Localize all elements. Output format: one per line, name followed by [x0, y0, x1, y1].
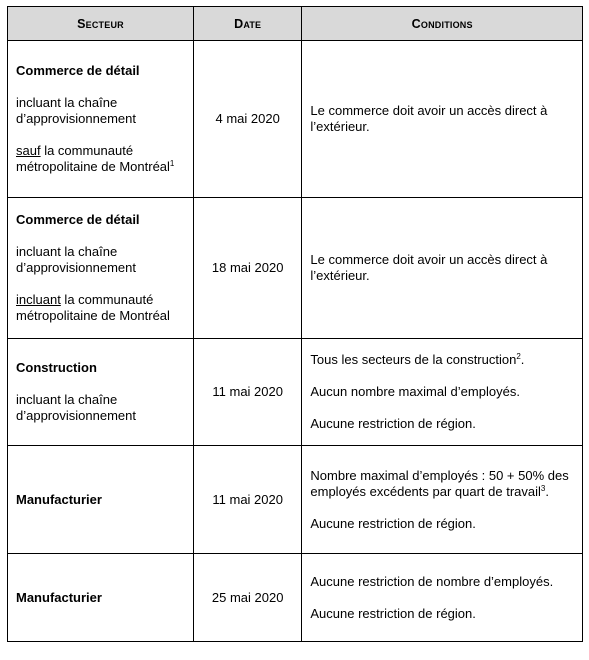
sector-note: incluant la chaîne d’approvisionnement — [16, 244, 136, 275]
table-row — [8, 446, 583, 554]
sector-cell — [8, 41, 194, 198]
table-row — [8, 339, 583, 446]
sector-note: incluant la chaîne d’approvisionnement — [16, 95, 136, 126]
sector-cell — [8, 339, 194, 446]
header-conditions: Conditions — [302, 7, 583, 41]
date-cell: 4 mai 2020 — [193, 41, 301, 198]
sector-conditions-table — [7, 6, 583, 642]
sector-note: incluant la communauté métropolitaine de Montréal — [16, 292, 170, 323]
date-cell: 18 mai 2020 — [193, 198, 301, 339]
conditions-cell — [302, 554, 583, 642]
condition-text: Aucune restriction de région. — [310, 416, 476, 431]
conditions-cell — [302, 41, 583, 198]
date-cell: 25 mai 2020 — [193, 554, 301, 642]
date-cell: 11 mai 2020 — [193, 339, 301, 446]
sector-name: Commerce de détail — [16, 212, 140, 227]
condition-text: Tous les secteurs de la construction$^2$. — [310, 352, 525, 367]
sector-name: Manufacturier — [16, 589, 102, 605]
date-cell: 11 mai 2020 — [193, 446, 301, 554]
sector-cell — [8, 554, 194, 642]
condition-text: Aucune restriction de région. — [310, 515, 476, 531]
header-date: Date — [193, 7, 301, 41]
conditions-cell — [302, 198, 583, 339]
sector-cell — [8, 446, 194, 554]
sector-note: sauf la communauté métropolitaine de Montréal$^1$ — [16, 143, 175, 174]
sector-name: Construction — [16, 360, 97, 375]
sector-name: Manufacturier — [16, 491, 102, 507]
condition-text: Le commerce doit avoir un accès direct à l’extérieur. — [310, 103, 548, 134]
condition-text: Aucune restriction de région. — [310, 605, 476, 621]
table-row — [8, 554, 583, 642]
condition-text: Nombre maximal d’employés : 50 + 50% des employés excédents par quart de travail$^3$. — [310, 467, 569, 499]
condition-text: Le commerce doit avoir un accès direct à l’extérieur. — [310, 252, 548, 283]
conditions-cell — [302, 339, 583, 446]
condition-text: Aucune restriction de nombre d’employés. — [310, 573, 554, 589]
sector-note: incluant la chaîne d’approvisionnement — [16, 392, 136, 423]
table-row — [8, 41, 583, 198]
sector-name: Commerce de détail — [16, 63, 140, 78]
conditions-cell — [302, 446, 583, 554]
condition-text: Aucun nombre maximal d’employés. — [310, 384, 520, 399]
table-row — [8, 198, 583, 339]
header-sector: Secteur — [8, 7, 194, 41]
header-row — [8, 7, 583, 41]
sector-cell — [8, 198, 194, 339]
